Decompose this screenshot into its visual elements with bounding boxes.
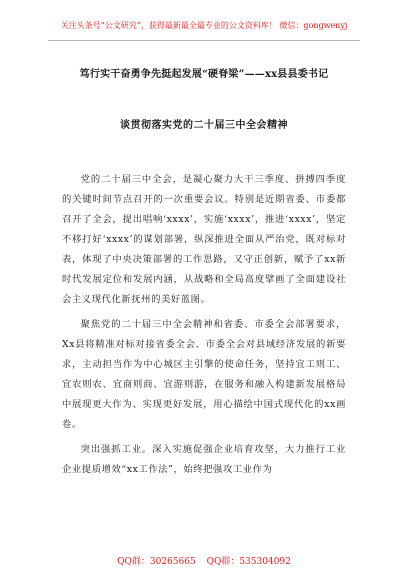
footer-qq-group-1: QQ群：30265665 <box>117 557 196 567</box>
document-subtitle: 谈贯彻落实党的二十届三中全会精神 <box>120 120 288 131</box>
document-body <box>62 170 346 485</box>
body-paragraph: 党的二十届三中全会，是凝心聚力大干三季度、拼搏四季度的关键时间节点召开的一次重要会议。特别是近期省委、市委都召开了全会，提出唱响‘xxxx’，实施‘xxxx’，推进‘xxxx’，坚定不移打好‘xxxx’的谋划部署，纵深推进全面从严治党，既对标对表，体现了中央决策部署的工作思路，又守正创新，赋予了xx新时代发展定位和发展内涵，从战略和全局高度擘画了全面建设社会主义现代化新抚州的美好蓝图。 <box>62 174 346 305</box>
body-paragraph: 突出强抓工业。深入实施促强企业培育攻坚，大力推行工业企业提质增效“xx工作法”，始终把强攻工业作为 <box>62 444 346 475</box>
header-note: 关注头条号“公文研究”，获得最新最全最专业的公文资料库！ 微信：gongwenyj <box>60 21 348 30</box>
footer-contact <box>0 556 408 568</box>
header-divider <box>48 40 360 41</box>
document-title: 笃行实干奋勇争先挺起发展“硬脊梁”——xx县县委书记 <box>79 69 329 80</box>
footer-qq-group-2: QQ群：535304092 <box>206 557 291 567</box>
body-paragraph: 聚焦党的二十届三中全会精神和省委、市委全会部署要求，Xx县将精准对标对接省委全会、市委全会对县域经济发展的新要求，主动担当作为中心城区主引擎的使命任务，坚持宜工则工、宜农则农、宜商则商、宜游则游，在服务和融入构建新发展格局中展现更大作为、实现更好发展，用心描绘中国式现代化的xx画卷。 <box>62 319 346 430</box>
